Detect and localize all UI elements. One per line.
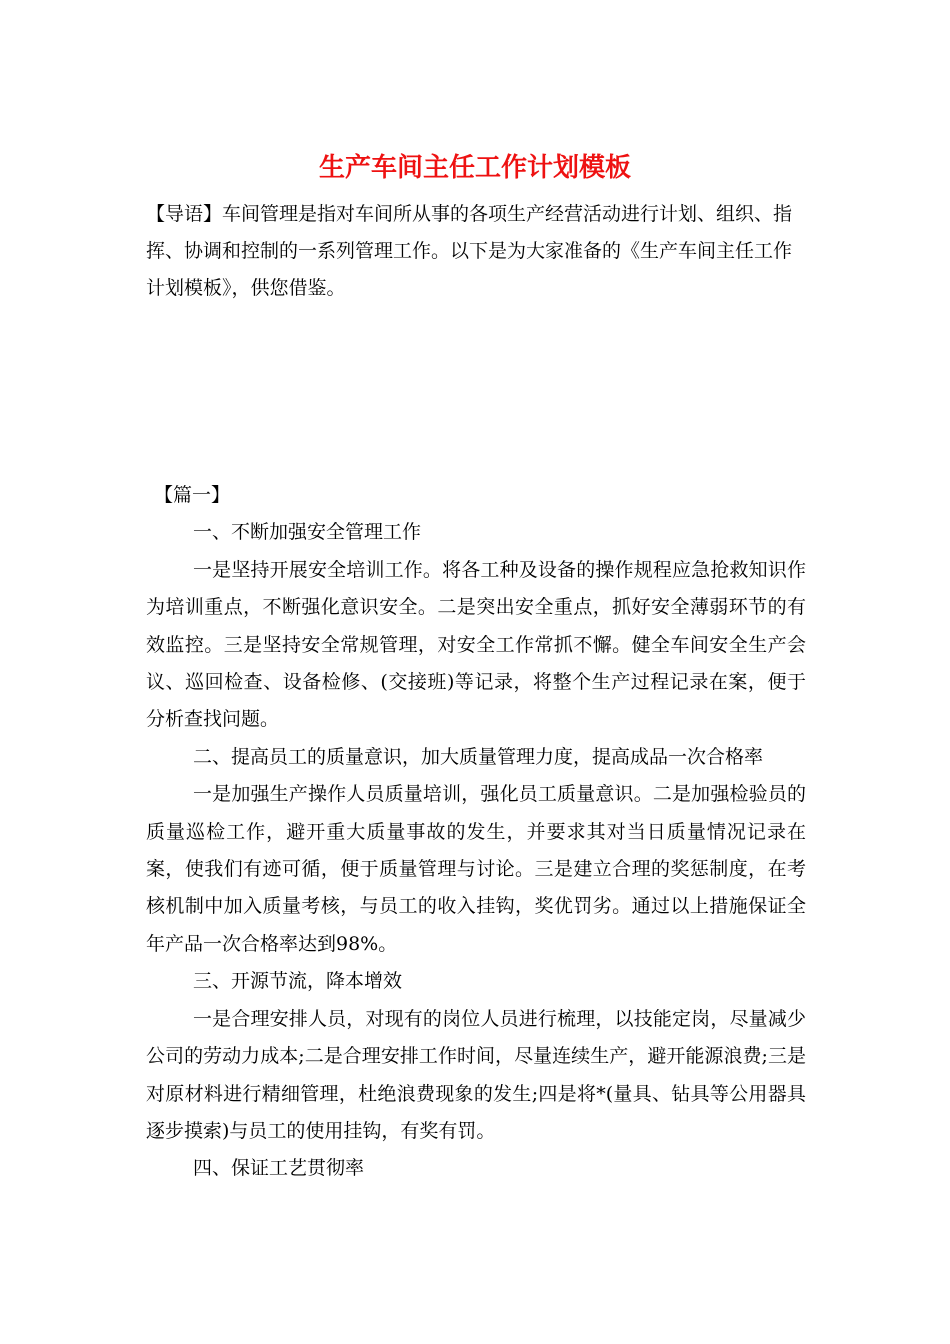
document-body <box>146 477 806 1188</box>
section-heading-2: 二、提高员工的质量意识，加大质量管理力度，提高成品一次合格率 <box>193 745 764 768</box>
body-paragraph-1: 一是坚持开展安全培训工作。将各工种及设备的操作规程应急抢救知识作为培训重点，不断强化意识安全。二是突出安全重点，抓好安全薄弱环节的有效监控。三是坚持安全常规管理，对安全工作常抓不懈。健全车间安全生产会议、巡回检查、设备检修、(交接班)等记录，将整个生产过程记录在案，便于分析查找问题。 <box>146 558 806 731</box>
section-heading-3: 三、开源节流，降本增效 <box>193 970 403 993</box>
document-title: 生产车间主任工作计划模板 <box>318 153 631 183</box>
section-heading-4: 四、保证工艺贯彻率 <box>193 1157 365 1180</box>
intro-paragraph: 【导语】车间管理是指对车间所从事的各项生产经营活动进行计划、组织、指挥、协调和控制的一系列管理工作。以下是为大家准备的《生产车间主任工作计划模板》，供您借鉴。 <box>146 203 793 299</box>
section-label: 【篇一】 <box>154 484 231 506</box>
body-paragraph-2: 一是加强生产操作人员质量培训，强化员工质量意识。二是加强检验员的质量巡检工作，避开重大质量事故的发生，并要求其对当日质量情况记录在案，使我们有迹可循，便于质量管理与讨论。三是建立合理的奖惩制度，在考核机制中加入质量考核，与员工的收入挂钩，奖优罚劣。通过以上措施保证全年产品一次合格率达到98%。 <box>146 783 806 955</box>
section-heading-1: 一、不断加强安全管理工作 <box>193 521 422 544</box>
body-paragraph-3: 一是合理安排人员，对现有的岗位人员进行梳理，以技能定岗，尽量减少公司的劳动力成本;二是合理安排工作时间，尽量连续生产，避开能源浪费;三是对原材料进行精细管理，杜绝浪费现象的发生;四是将*(量具、钻具等公用器具逐步摸索)与员工的使用挂钩，有奖有罚。 <box>146 1007 806 1142</box>
